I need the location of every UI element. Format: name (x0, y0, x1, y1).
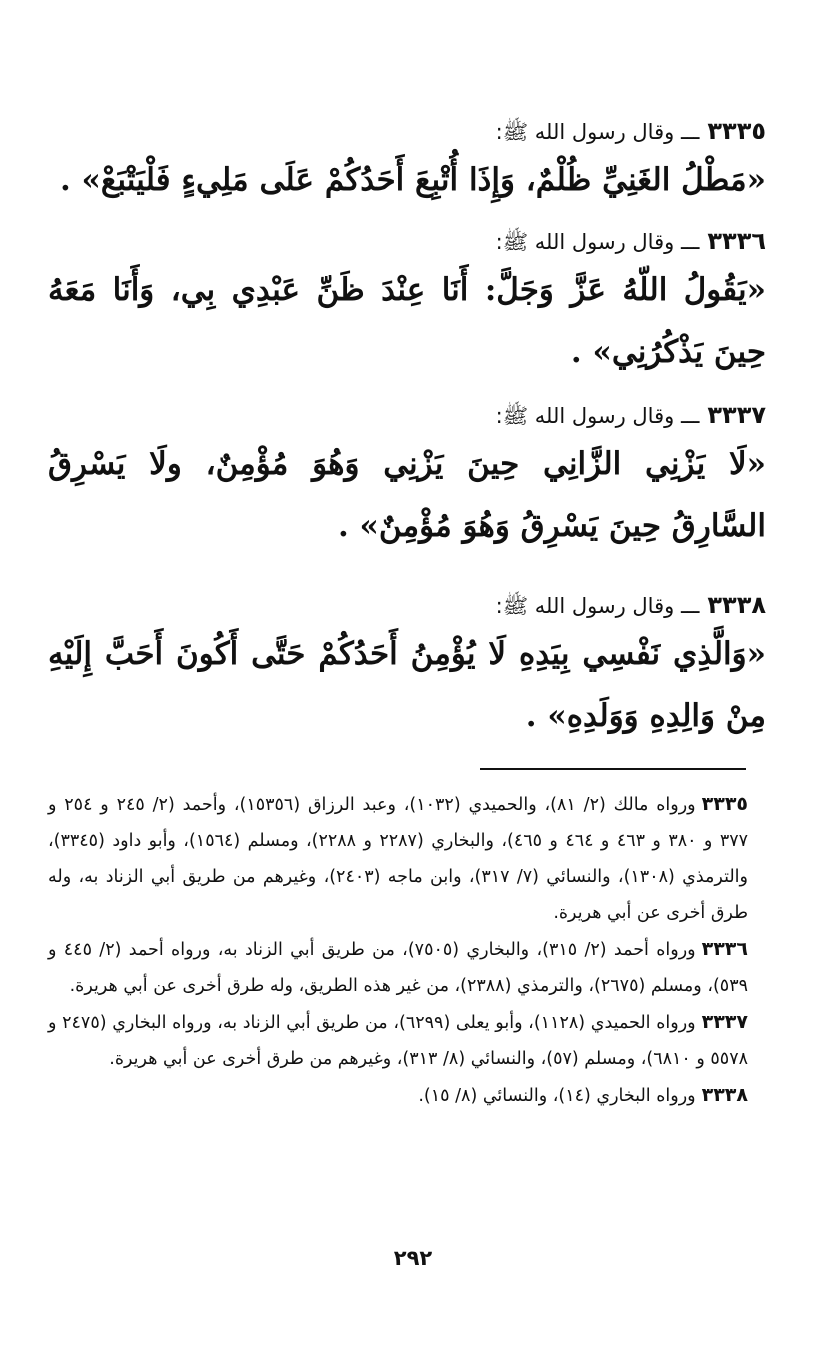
footnote-text: ورواه الحميدي (١١٢٨)، وأبو يعلى (٦٢٩٩)، من طريق أبي الزناد به، ورواه البخاري (٢٤٧٥ و ٥٥٧٨ و ٦٨١٠)، ومسلم (٥٧)، والنسائي (٨/ ٣١٣)، وغيرهم من طرق أخرى عن أبي هريرة. (48, 1013, 748, 1069)
hadith-text: «لَا يَزْنِي الزَّانِي حِينَ يَزْنِي وَهُوَ مُؤْمِنٌ، ولَا يَسْرِقُ السَّارِقُ حِينَ يَسْرِقُ وَهُوَ مُؤْمِنٌ» . (48, 446, 766, 544)
hadith-3337 (48, 400, 766, 557)
hadith-heading (48, 400, 766, 431)
footnote-3337 (48, 1004, 748, 1077)
hadith-3335 (48, 116, 766, 211)
footnote-3338 (48, 1077, 748, 1114)
footnote-number: ٣٣٣٦ (701, 938, 748, 960)
footnote-text: ورواه البخاري (١٤)، والنسائي (٨/ ١٥). (418, 1086, 696, 1106)
footnotes (48, 786, 748, 1114)
hadith-heading (48, 116, 766, 147)
footnote-number: ٣٣٣٥ (701, 793, 749, 815)
hadith-number: ٣٣٣٧ (707, 401, 766, 429)
footnote-text: ورواه أحمد (٢/ ٣١٥)، والبخاري (٧٥٠٥)، من طريق أبي الزناد به، ورواه أحمد (٢/ ٤٤٥ و ٥٣٩)، ومسلم (٢٦٧٥)، والترمذي (٢٣٨٨)، من غير هذه الطريق، وله طرق أخرى عن أبي هريرة. (48, 940, 748, 996)
footnote-3336 (48, 931, 748, 1004)
footnote-number: ٣٣٣٨ (701, 1084, 748, 1106)
footnote-3335 (48, 786, 748, 931)
hadith-intro: ـــ وقال رسول الله ﷺ: (495, 594, 700, 618)
hadith-3338 (48, 590, 766, 747)
footnote-divider (480, 768, 746, 770)
hadith-intro: ـــ وقال رسول الله ﷺ: (495, 230, 700, 254)
hadith-number: ٣٣٣٦ (707, 227, 766, 255)
footnote-number: ٣٣٣٧ (701, 1011, 748, 1033)
hadith-number: ٣٣٣٥ (707, 117, 766, 145)
hadith-heading (48, 590, 766, 621)
hadith-text: «مَطْلُ الغَنِيِّ ظُلْمٌ، وَإِذَا أُتْبِعَ أَحَدُكُمْ عَلَى مَلِيءٍ فَلْيَتْبَعْ» . (59, 162, 766, 198)
hadith-text: «وَالَّذِي نَفْسِي بِيَدِهِ لَا يُؤْمِنُ أَحَدُكُمْ حَتَّى أَكُونَ أَحَبَّ إِلَيْهِ مِنْ وَالِدِهِ وَوَلَدِهِ» . (48, 636, 766, 734)
page-number: ٢٩٢ (393, 1246, 433, 1270)
hadith-3336 (48, 226, 766, 383)
hadith-heading (48, 226, 766, 257)
footnote-text: ورواه مالك (٢/ ٨١)، والحميدي (١٠٣٢)، وعبد الرزاق (١٥٣٥٦)، وأحمد (٢/ ٢٤٥ و ٢٥٤ و ٣٧٧ و ٣٨٠ و ٤٦٣ و ٤٦٤ و ٤٦٥)، والبخاري (٢٢٨٧ و ٢٢٨٨)، ومسلم (١٥٦٤)، وأبو داود (٣٣٤٥)، والترمذي (١٣٠٨)، والنسائي (٧/ ٣١٧)، وابن ماجه (٢٤٠٣)، وغيرهم من طريق أبي الزناد به، وله طرق أخرى عن أبي هريرة. (48, 795, 749, 923)
hadith-intro: ـــ وقال رسول الله ﷺ: (495, 404, 700, 428)
hadith-number: ٣٣٣٨ (707, 591, 766, 619)
hadith-text: «يَقُولُ اللّهُ عَزَّ وَجَلَّ: أَنَا عِنْدَ ظَنِّ عَبْدِي بِي، وَأَنَا مَعَهُ حِينَ يَذْكُرُنِي» . (48, 272, 766, 370)
hadith-intro: ـــ وقال رسول الله ﷺ: (495, 120, 700, 144)
